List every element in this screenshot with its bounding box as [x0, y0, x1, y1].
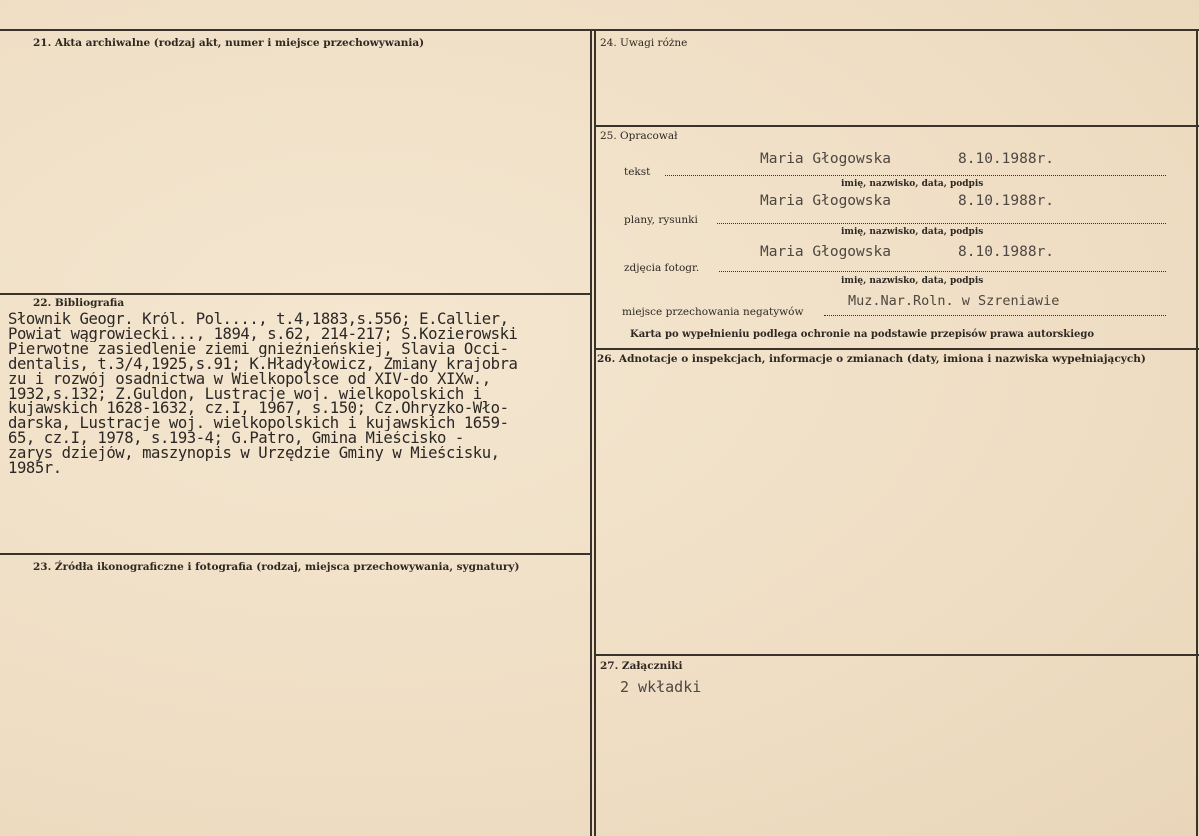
- top-border: [0, 29, 1199, 31]
- signature-caption: imię, nazwisko, data, podpis: [841, 179, 984, 189]
- section-26-label: 26. Adnotacje o inspekcjach, informacje o zmianach (daty, imiona i nazwiska wypełniających): [597, 353, 1146, 365]
- bibliography-line: 1932,s.132; Z.Guldon, Lustracje woj. wielkopolskich i: [8, 386, 482, 402]
- row-label-tekst: tekst: [624, 166, 651, 178]
- bibliography-line: darska, Lustracje woj. wielkopolskich i kujawskich 1659-: [8, 416, 509, 432]
- bibliography-line: Pierwotne zasiedlenie ziemi gnieźnieńskiej, Slavia Occi-: [8, 341, 509, 357]
- right-column-left-rule: [594, 29, 596, 836]
- bibliography-line: zarys dziejów, maszynopis w Urzędzie Gminy w Mieścisku,: [8, 446, 500, 462]
- row-label-plany: plany, rysunki: [624, 214, 698, 226]
- attachments-value: 2 wkładki: [620, 678, 702, 696]
- section-25-label: 25. Opracował: [600, 130, 678, 142]
- divider-21-22: [0, 293, 592, 295]
- divider-22-23: [0, 553, 592, 555]
- section-21-label: 21. Akta archiwalne (rodzaj akt, numer i miejsce przechowywania): [33, 37, 425, 49]
- negatives-line: [824, 315, 1166, 316]
- bibliography-line: 65, cz.I, 1978, s.193-4; G.Patro, Gmina Mieścisko -: [8, 431, 464, 447]
- row-label-zdjecia: zdjęcia fotogr.: [624, 262, 700, 274]
- divider-24-25: [594, 125, 1199, 127]
- section-24-label: 24. Uwagi różne: [600, 37, 688, 49]
- signature-caption: imię, nazwisko, data, podpis: [841, 276, 984, 286]
- bibliography-line: Powiat wągrowiecki..., 1894, s.62, 214-217; S.Kozierowski: [8, 326, 518, 342]
- bibliography-line: zu i rozwój osadnictwa w Wielkopolsce od XIV-do XIXw.,: [8, 371, 491, 387]
- section-23-label: 23. Źródła ikonograficzne i fotografia (rodzaj, miejsca przechowywania, sygnatury): [33, 561, 520, 573]
- author-name-tekst: Maria Głogowska: [760, 151, 891, 167]
- author-name-zdjecia: Maria Głogowska: [760, 244, 891, 260]
- section-27-label: 27. Załączniki: [600, 660, 683, 672]
- divider-26-27: [594, 654, 1199, 656]
- author-date-zdjecia: 8.10.1988r.: [958, 244, 1055, 260]
- signature-caption: imię, nazwisko, data, podpis: [841, 227, 984, 237]
- bibliography-line: dentalis, t.3/4,1925,s.91; K.Hładyłowicz, Zmiany krajobra: [8, 356, 518, 372]
- divider-25-26: [594, 348, 1199, 350]
- bibliography-line: 1985r.: [8, 461, 62, 476]
- section-22-label: 22. Bibliografia: [33, 297, 125, 309]
- bibliography-line: kujawskich 1628-1632, cz.I, 1967, s.150; Cz.Ohryzko-Wło-: [8, 401, 509, 417]
- bibliography-text: [8, 312, 593, 476]
- author-date-plany: 8.10.1988r.: [958, 193, 1055, 209]
- author-name-plany: Maria Głogowska: [760, 193, 891, 209]
- signature-line-plany: [717, 223, 1166, 224]
- negatives-value: Muz.Nar.Roln. w Szreniawie: [848, 293, 1060, 309]
- signature-line-zdjecia: [719, 271, 1166, 272]
- signature-line-tekst: [665, 175, 1166, 176]
- right-border: [1196, 29, 1198, 836]
- negatives-label: miejsce przechowania negatywów: [622, 306, 804, 318]
- author-date-tekst: 8.10.1988r.: [958, 151, 1055, 167]
- copyright-note: Karta po wypełnieniu podlega ochronie na podstawie przepisów prawa autorskiego: [630, 329, 1095, 340]
- bibliography-line: Słownik Geogr. Król. Pol...., t.4,1883,s.556; E.Callier,: [8, 312, 509, 327]
